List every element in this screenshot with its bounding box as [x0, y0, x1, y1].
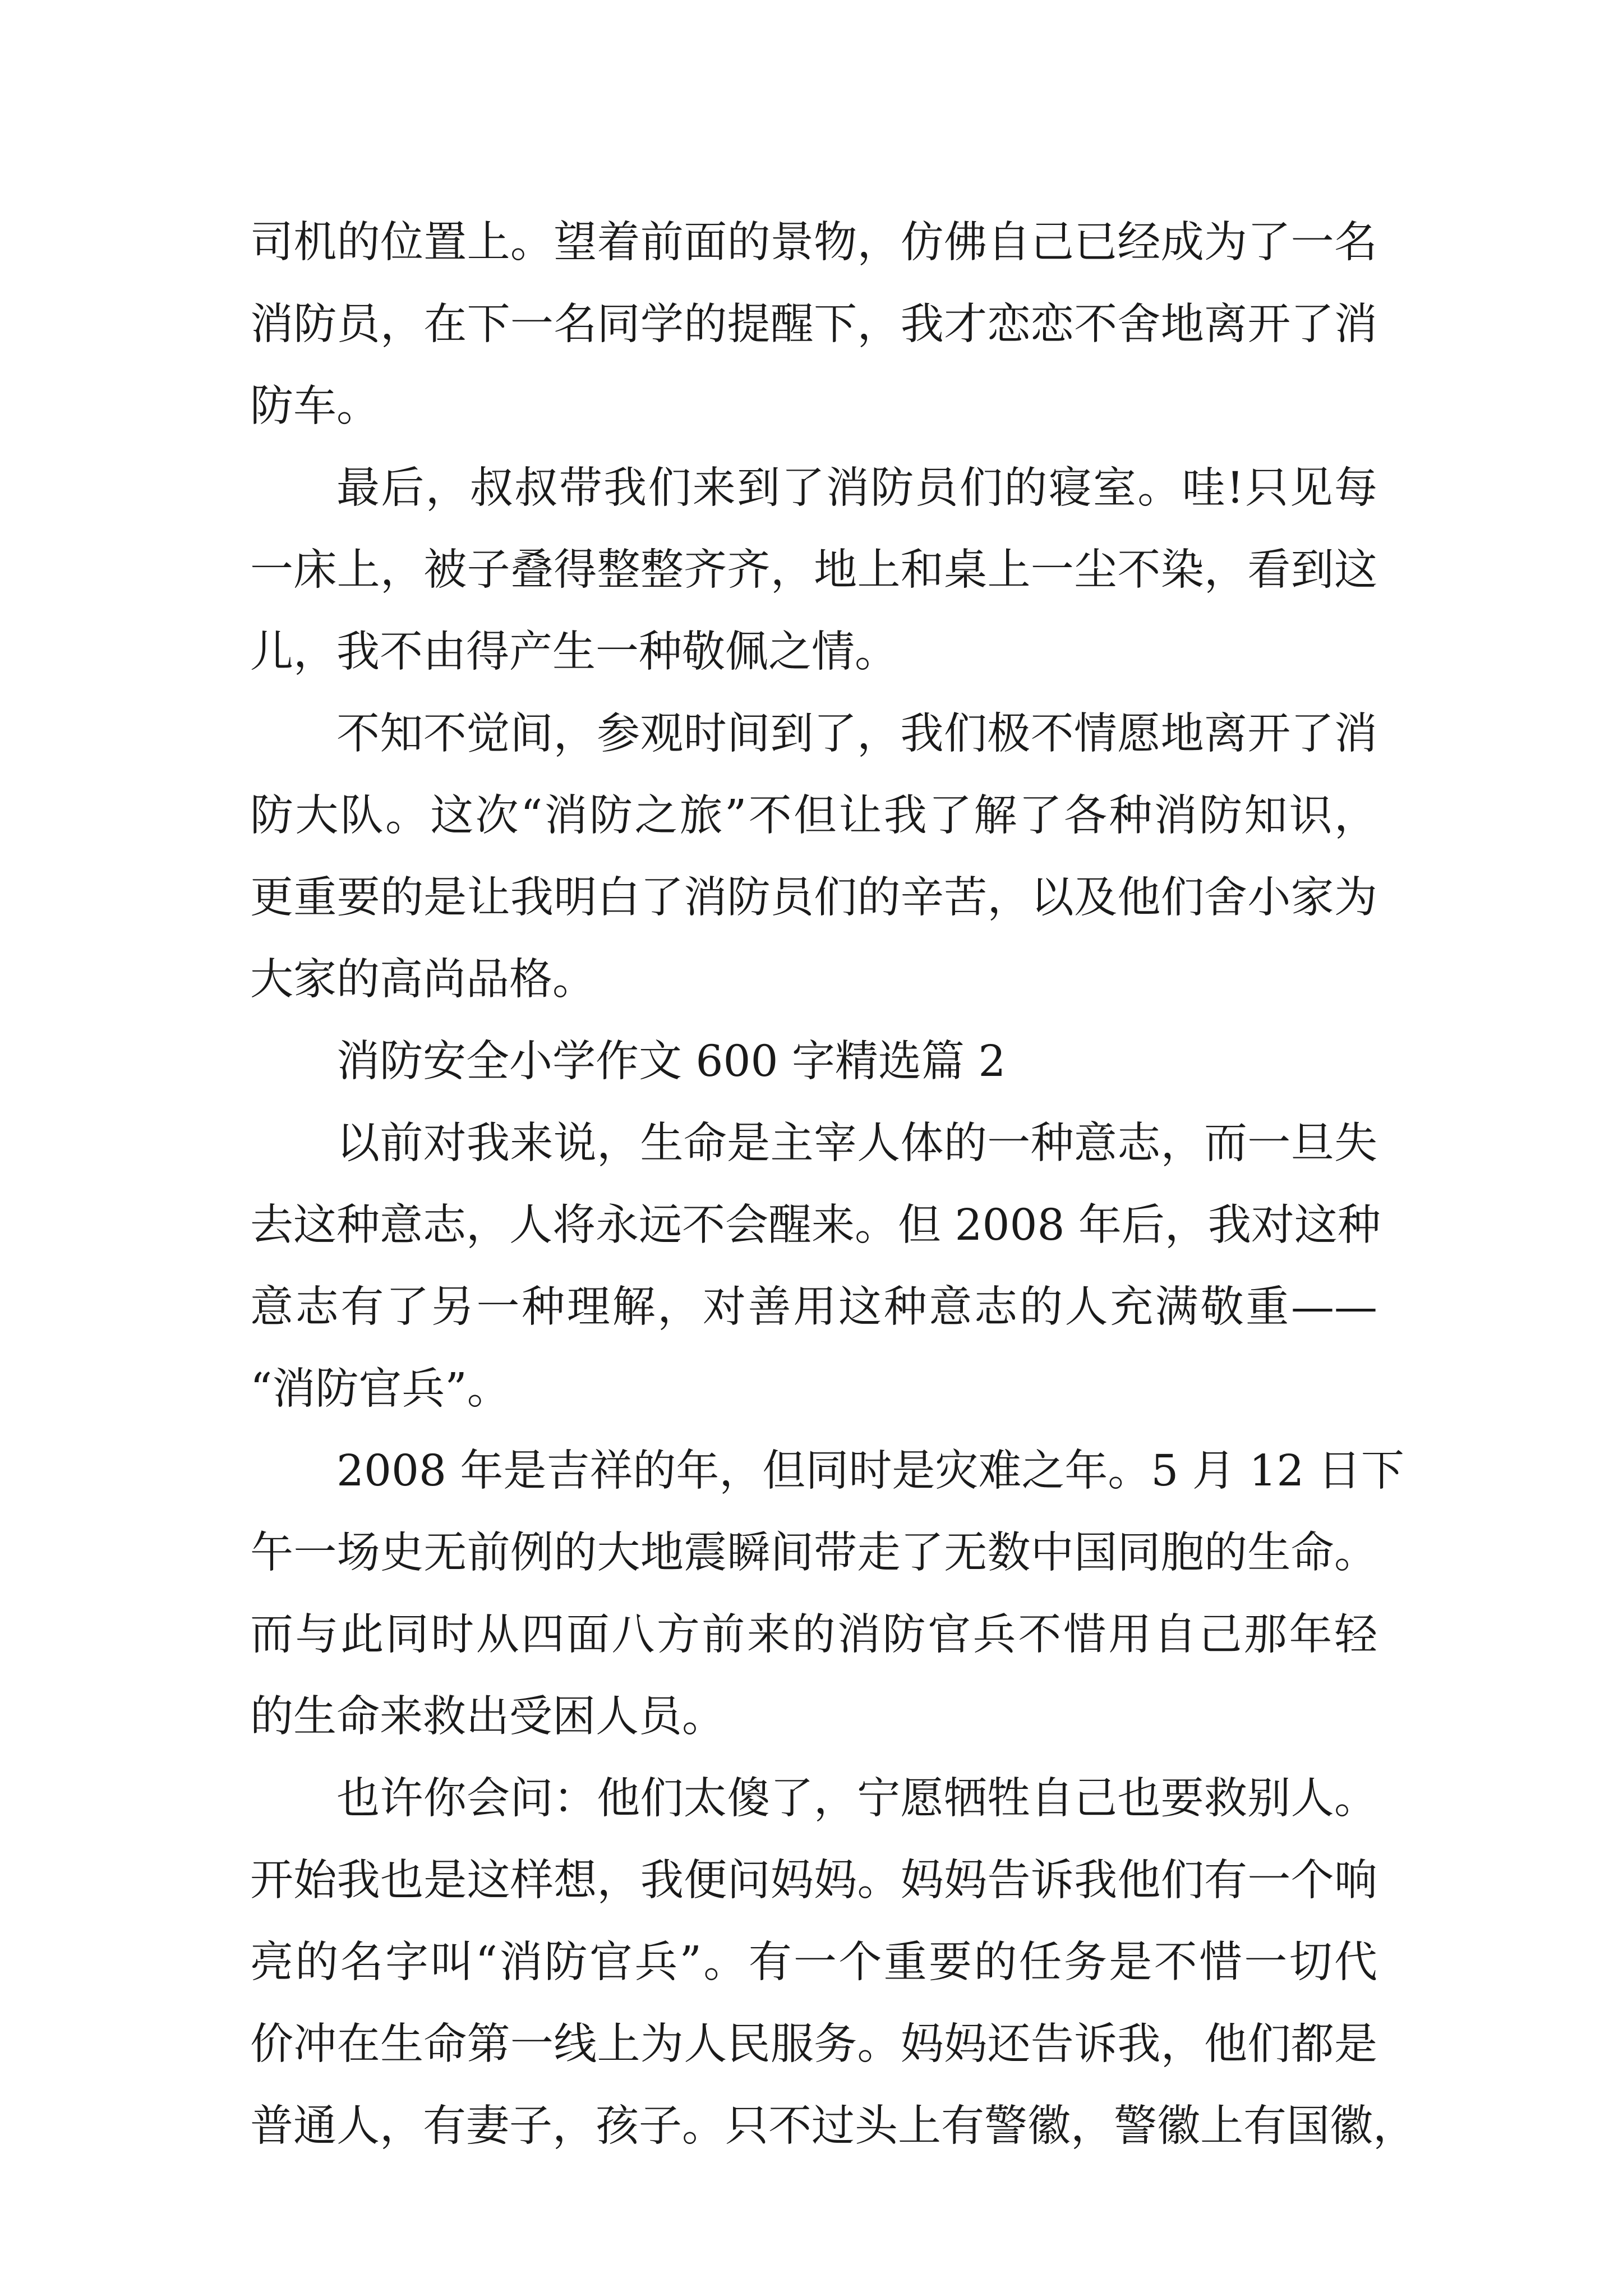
- text-line: 的生命来救出受困人员。: [250, 1692, 725, 1742]
- text-line: 司机的位置上。望着前面的景物，仿佛自己已经成为了一名: [250, 218, 1377, 268]
- text-line: 一床上，被子叠得整整齐齐，地上和桌上一尘不染，看到这: [250, 545, 1377, 595]
- text-line: 消防员，在下一名同学的提醒下，我才恋恋不舍地离开了消: [250, 300, 1377, 349]
- text-line: 亮的名字叫“消防官兵”。有一个重要的任务是不惜一切代: [250, 1938, 1377, 1987]
- text-line: 防车。: [250, 381, 380, 431]
- text-line: 而与此同时从四面八方前来的消防官兵不惜用自己那年轻: [250, 1610, 1377, 1660]
- text-line: “消防官兵”。: [250, 1364, 510, 1414]
- document-body: [250, 202, 1416, 2168]
- text-line: 更重要的是让我明白了消防员们的辛苦，以及他们舍小家为: [250, 873, 1377, 923]
- text-line: 2008 年是吉祥的年，但同时是灾难之年。5 月 12 日下: [336, 1446, 1404, 1496]
- text-line: 以前对我来说，生命是主宰人体的一种意志，而一旦失: [336, 1119, 1377, 1168]
- text-line: 儿，我不由得产生一种敬佩之情。: [250, 627, 898, 677]
- text-line: 消防安全小学作文 600 字精选篇 2: [336, 1037, 1006, 1087]
- text-line: 开始我也是这样想，我便问妈妈。妈妈告诉我他们有一个响: [250, 1856, 1377, 1906]
- text-line: 不知不觉间，参观时间到了，我们极不情愿地离开了消: [336, 709, 1377, 759]
- text-line: 防大队。这次“消防之旅”不但让我了解了各种消防知识，: [250, 791, 1377, 841]
- text-line: 大家的高尚品格。: [250, 955, 596, 1005]
- text-line: 普通人，有妻子，孩子。只不过头上有警徽，警徽上有国徽，: [250, 2101, 1416, 2151]
- text-line: 价冲在生命第一线上为人民服务。妈妈还告诉我，他们都是: [250, 2019, 1377, 2069]
- text-line: 最后，叔叔带我们来到了消防员们的寝室。哇!只见每: [336, 463, 1377, 513]
- text-line: 也许你会问：他们太傻了，宁愿牺牲自己也要救别人。: [336, 1774, 1377, 1824]
- text-line: 去这种意志，人将永远不会醒来。但 2008 年后，我对这种: [250, 1200, 1381, 1250]
- text-line: 午一场史无前例的大地震瞬间带走了无数中国同胞的生命。: [250, 1528, 1377, 1578]
- text-line: 意志有了另一种理解，对善用这种意志的人充满敬重——: [250, 1282, 1377, 1332]
